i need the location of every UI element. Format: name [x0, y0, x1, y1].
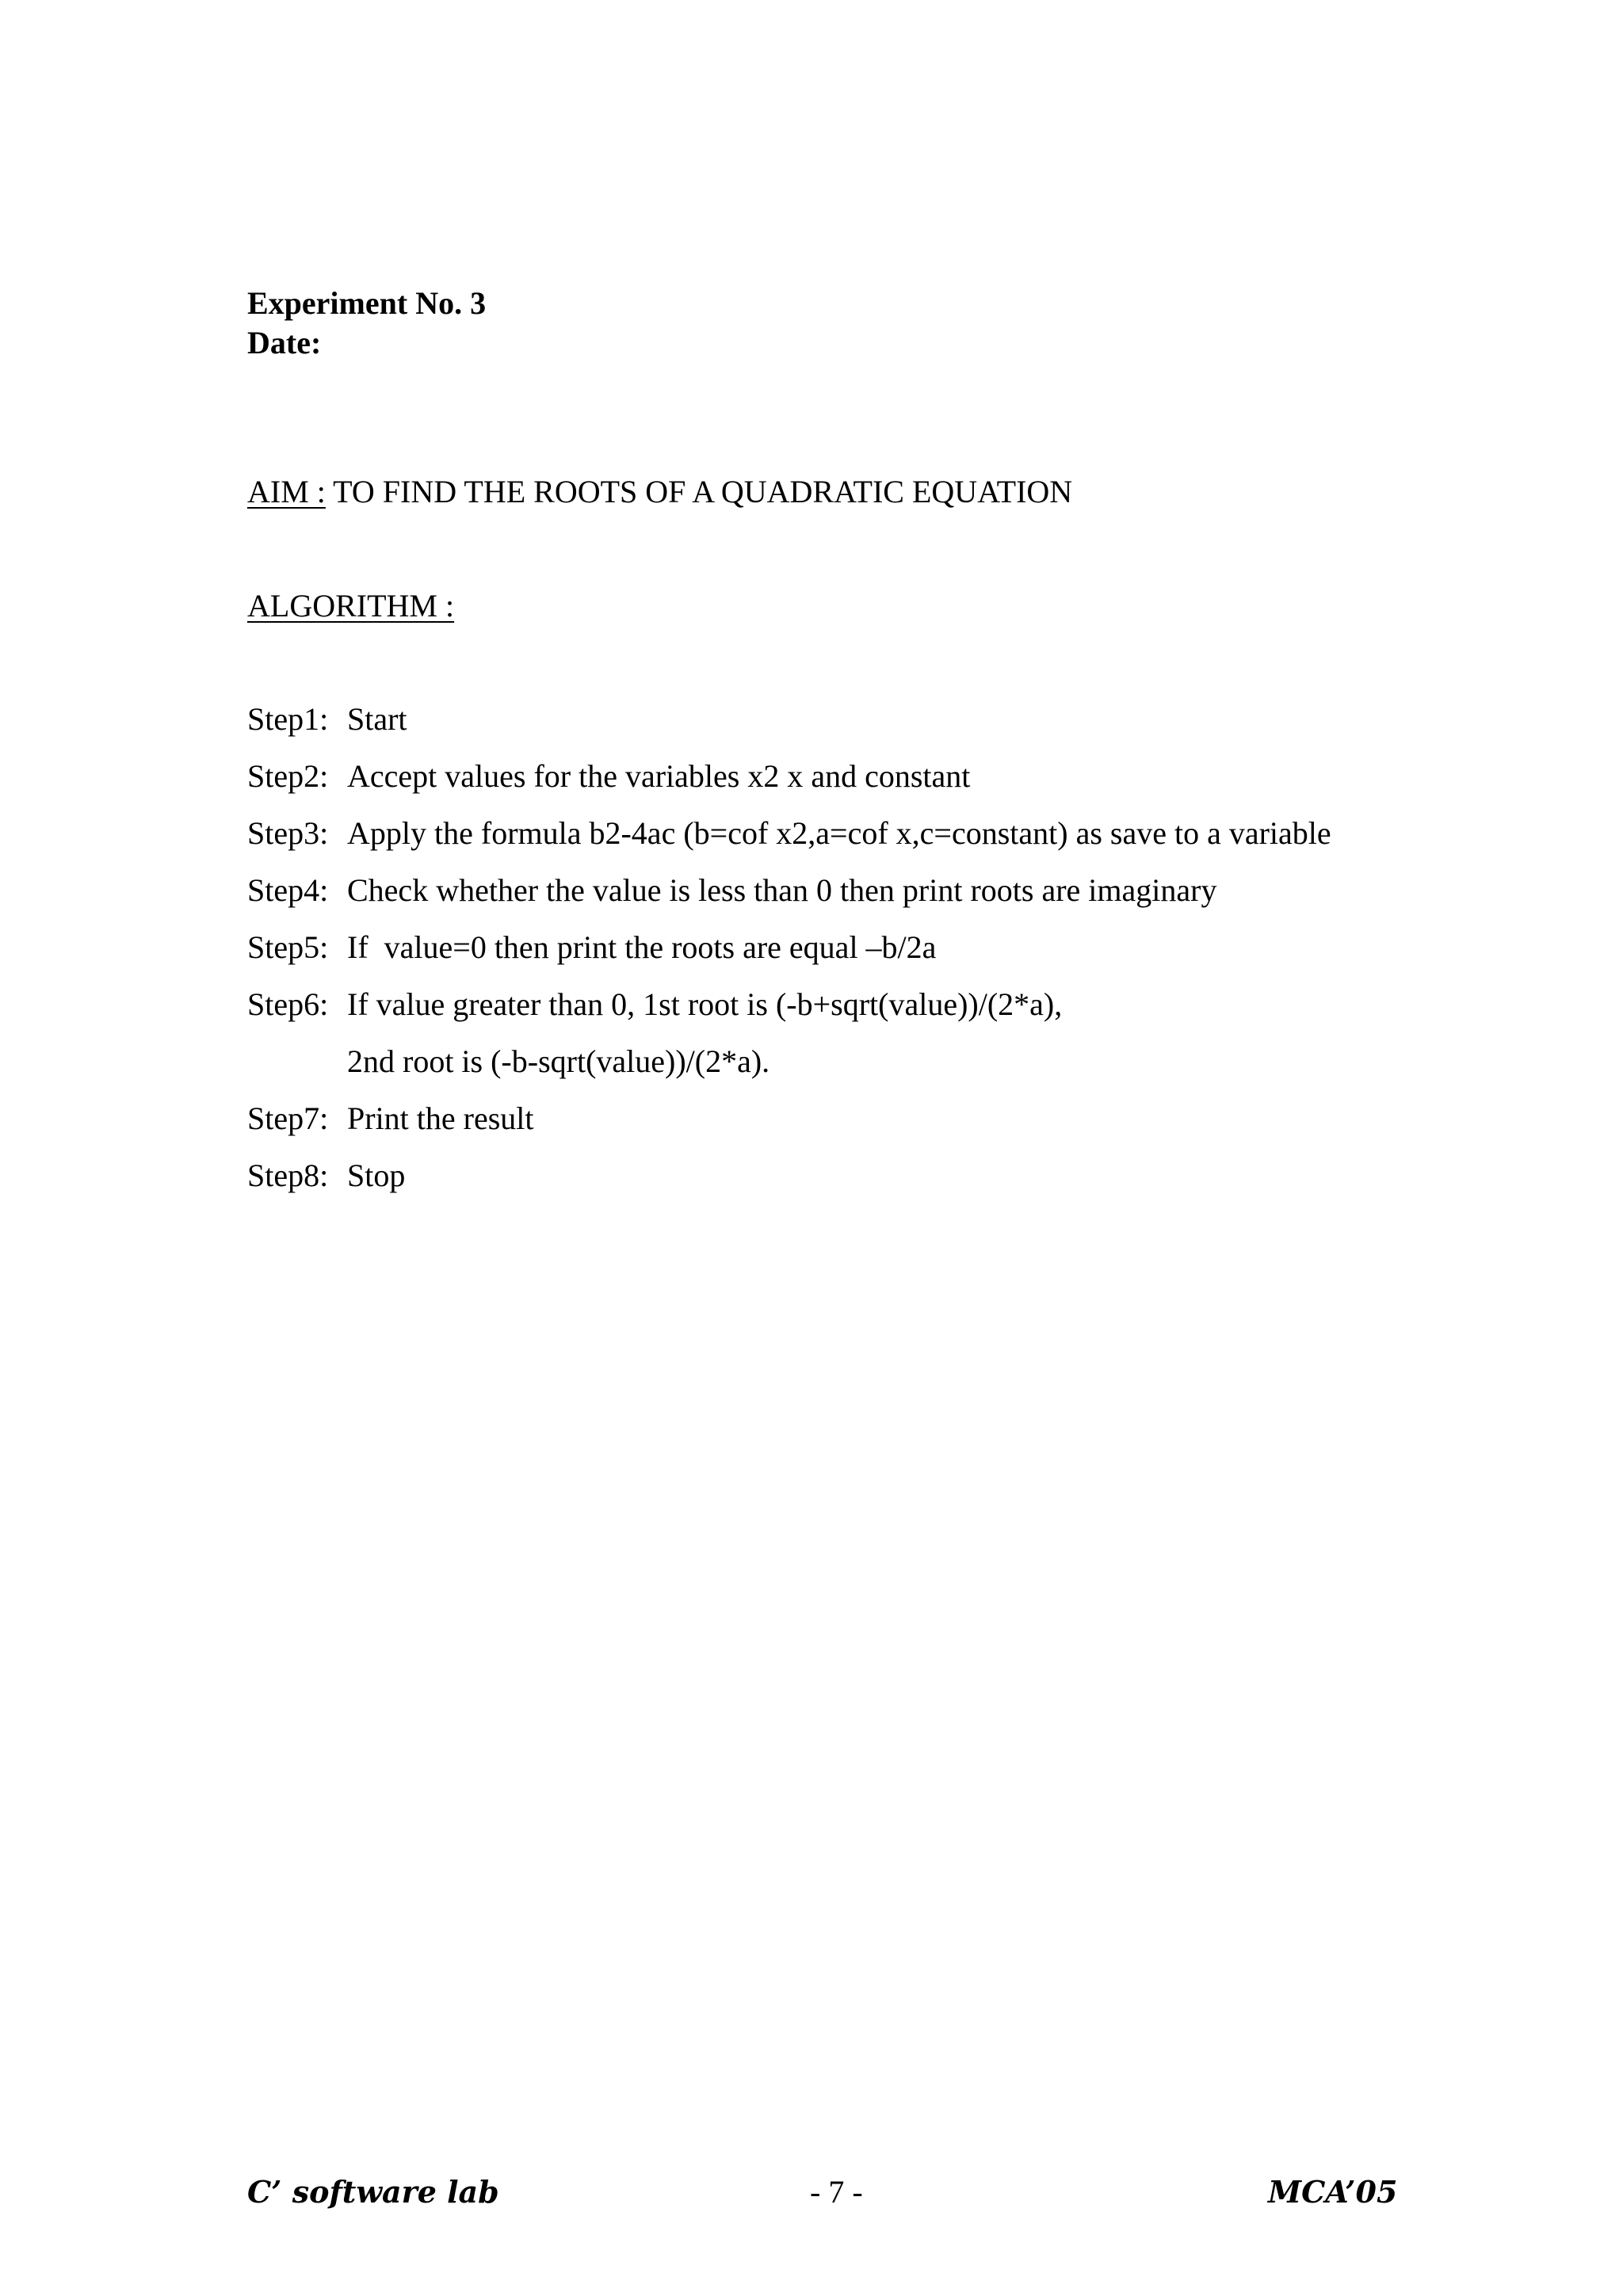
step-5 [247, 928, 1436, 985]
step-3 [247, 814, 1436, 871]
step-label: Step5: [247, 929, 329, 965]
footer-batch: MCA’05 [1268, 2174, 1398, 2210]
step-text: If value=0 then print the roots are equal –b/2a [347, 929, 937, 965]
step-6-continuation [247, 1042, 1436, 1099]
step-7 [247, 1099, 1436, 1156]
step-label: Step7: [247, 1100, 329, 1136]
step-label: Step6: [247, 986, 329, 1022]
experiment-date: Date: [247, 325, 322, 360]
step-label [247, 1042, 347, 1099]
step-label: Step1: [247, 701, 329, 737]
step-text: If value greater than 0, 1st root is (-b+sqrt(value))/(2*a), [347, 986, 1063, 1022]
step-text: Accept values for the variables x2 x and constant [347, 758, 971, 794]
step-1 [247, 700, 1436, 757]
step-label: Step4: [247, 872, 329, 908]
step-text: Check whether the value is less than 0 then print roots are imaginary [347, 872, 1217, 908]
step-text: Apply the formula b2-4ac (b=cof x2,a=cof x,c=constant) as save to a variable [347, 815, 1331, 851]
algorithm-steps [247, 700, 1436, 1213]
step-label: Step8: [247, 1158, 329, 1193]
step-text: Print the result [347, 1100, 534, 1136]
algorithm-heading: ALGORITHM : [247, 588, 455, 624]
step-label: Step3: [247, 815, 329, 851]
experiment-header [247, 284, 486, 363]
step-text: Start [347, 701, 407, 737]
footer-course-name: C’ software lab [247, 2174, 499, 2210]
step-2 [247, 757, 1436, 814]
aim-text: TO FIND THE ROOTS OF A QUADRATIC EQUATION [325, 474, 1073, 509]
aim-line [247, 472, 1072, 512]
aim-label: AIM : [247, 474, 326, 509]
step-4 [247, 871, 1436, 928]
footer-page-number: - 7 - [810, 2174, 863, 2210]
experiment-number: Experiment No. 3 [247, 285, 487, 321]
step-text: 2nd root is (-b-sqrt(value))/(2*a). [347, 1043, 770, 1079]
step-text: Stop [347, 1158, 406, 1193]
step-label: Step2: [247, 758, 329, 794]
step-6 [247, 985, 1436, 1042]
step-8 [247, 1156, 1436, 1213]
